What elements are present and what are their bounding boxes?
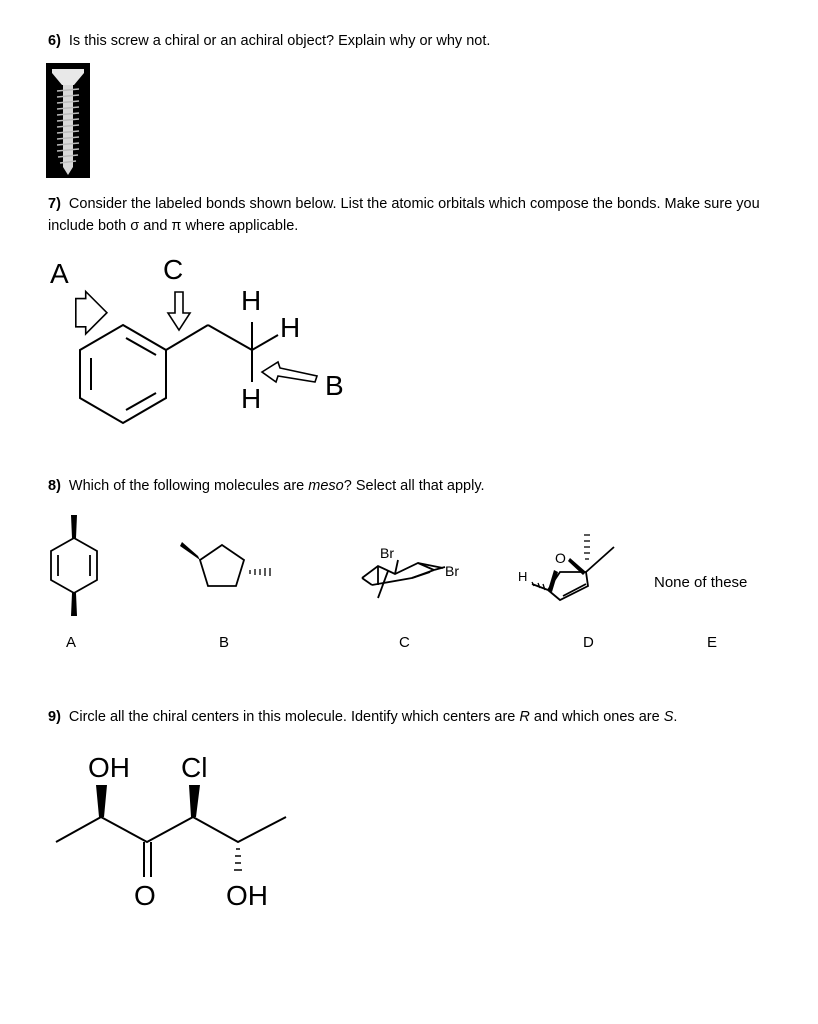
- option-b-label[interactable]: B: [219, 634, 230, 651]
- question-8: 8) Which of the following molecules are meso? Select all that apply.: [48, 478, 485, 494]
- option-e-text[interactable]: None of these: [654, 574, 748, 591]
- molecule-c-br-top: Br: [380, 545, 394, 561]
- meso-word: meso: [308, 478, 344, 494]
- option-e-label[interactable]: E: [707, 634, 718, 651]
- carbon-chain: [56, 817, 286, 842]
- label-carbonyl-o: O: [134, 880, 156, 911]
- question-text: Consider the labeled bonds shown below. List the atomic orbitals which compose the bonds. Make sure you include both σ and π where applicable.: [48, 196, 760, 234]
- label-a: A: [50, 258, 69, 289]
- option-a-label[interactable]: A: [66, 634, 77, 651]
- molecule-d-h: H: [518, 569, 528, 584]
- label-cl: Cl: [181, 752, 208, 783]
- label-c: C: [163, 254, 184, 285]
- atom-h-right: H: [280, 312, 301, 343]
- molecule-c-br-right: Br: [445, 563, 459, 579]
- label-oh-bottom: OH: [226, 880, 268, 911]
- atom-h-top: H: [241, 285, 262, 316]
- question-text: Is this screw a chiral or an achiral object? Explain why or why not.: [68, 33, 491, 49]
- molecule-d-o: O: [555, 550, 566, 566]
- oh-wedge: [96, 785, 107, 817]
- atom-h-bottom: H: [241, 383, 262, 414]
- cl-wedge: [189, 785, 200, 817]
- option-c-label[interactable]: C: [399, 634, 410, 651]
- question-number: 8): [48, 478, 61, 494]
- label-b: B: [325, 370, 344, 401]
- question-9: 9) Circle all the chiral centers in this molecule. Identify which centers are R and which ones are S.: [48, 709, 678, 725]
- option-d-label[interactable]: D: [583, 634, 594, 651]
- label-oh-top: OH: [88, 752, 130, 783]
- question-number: 6): [48, 33, 61, 49]
- question-number: 9): [48, 709, 61, 725]
- question-number: 7): [48, 196, 61, 212]
